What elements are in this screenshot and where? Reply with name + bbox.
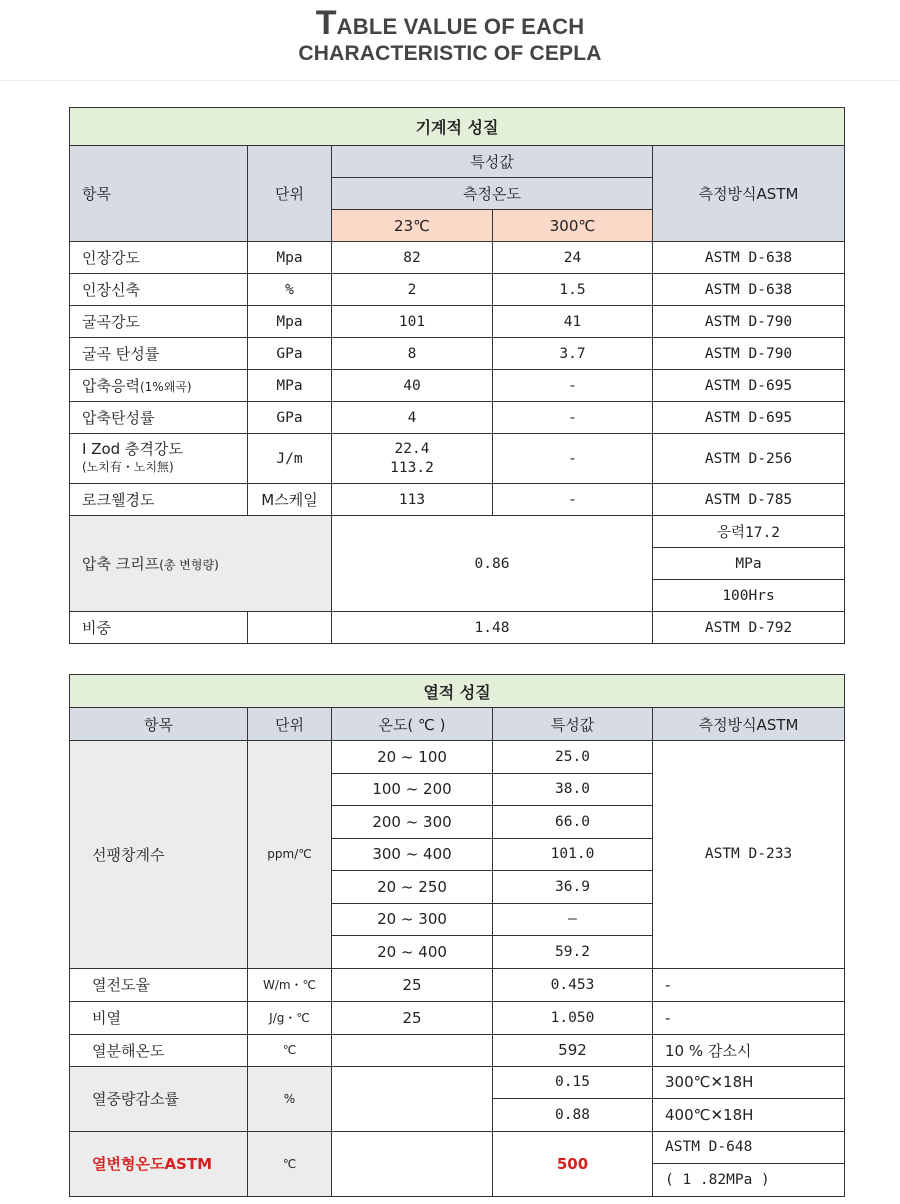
table-row	[70, 1034, 845, 1066]
page-title-line2: CHARACTERISTIC OF CEPLA	[298, 42, 602, 65]
row-value-23: 113	[332, 484, 493, 516]
row-item: I Zod 충격강도 (노치有・노치無)	[70, 434, 248, 484]
table-row	[70, 434, 845, 484]
row-unit: Mpa	[248, 242, 332, 274]
row-value-23: 82	[332, 242, 493, 274]
row-item: 굴곡강도	[70, 306, 248, 338]
row-value-300: -	[493, 434, 653, 484]
row-unit: %	[248, 274, 332, 306]
row-value-23: 40	[332, 370, 493, 402]
table-row	[70, 306, 845, 338]
row-unit: GPa	[248, 338, 332, 370]
header-unit: 단위	[248, 146, 332, 242]
row-method: 10 % 감소시	[653, 1034, 845, 1066]
table-row	[70, 274, 845, 306]
row-temp	[332, 1034, 493, 1066]
header-value: 특성값	[493, 708, 653, 741]
row-method: -	[653, 1001, 845, 1034]
row-temp: 20 ~ 400	[332, 936, 493, 969]
row-item: 인장신축	[70, 274, 248, 306]
expansion-item: 선팽창계수	[70, 741, 248, 969]
row-value: 1.050	[493, 1001, 653, 1034]
table-row	[70, 338, 845, 370]
row-value: 66.0	[493, 806, 653, 839]
header-temp-23: 23℃	[332, 210, 493, 242]
thermal-properties-table	[69, 674, 845, 1197]
table-row-weight-loss	[70, 1066, 845, 1099]
row-value-300: 24	[493, 242, 653, 274]
row-method: -	[653, 968, 845, 1001]
row-method: ASTM D-790	[653, 306, 845, 338]
row-value: –	[493, 903, 653, 936]
row-temp: 20 ~ 100	[332, 741, 493, 774]
table-row	[70, 370, 845, 402]
row-value-300: 1.5	[493, 274, 653, 306]
deflection-method-pressure: ( 1 .82MPa )	[653, 1164, 845, 1197]
row-value: 0.453	[493, 968, 653, 1001]
header-temp-300: 300℃	[493, 210, 653, 242]
row-method: ASTM D-792	[653, 612, 845, 644]
row-item: 압축응력(1%왜곡)	[70, 370, 248, 402]
row-value: 592	[493, 1034, 653, 1066]
header-item: 항목	[70, 708, 248, 741]
row-item: 비열	[70, 1001, 248, 1034]
row-value-300: -	[493, 370, 653, 402]
creep-method-unit: MPa	[653, 548, 845, 580]
table-row	[70, 484, 845, 516]
row-value-23: 101	[332, 306, 493, 338]
header-temperature: 측정온도	[332, 178, 653, 210]
row-unit: W/m・℃	[248, 968, 332, 1001]
page-title-line1: TABLE VALUE OF EACH	[315, 4, 585, 42]
row-unit: MPa	[248, 370, 332, 402]
row-temp: 20 ~ 300	[332, 903, 493, 936]
row-value: 25.0	[493, 741, 653, 774]
thermal-table-title: 열적 성질	[70, 675, 845, 708]
row-temp: 300 ~ 400	[332, 838, 493, 871]
expansion-unit: ppm/℃	[248, 741, 332, 969]
row-value: 59.2	[493, 936, 653, 969]
table-row	[70, 741, 845, 774]
creep-item: 압축 크리프(총 변형량)	[70, 516, 332, 612]
deflection-value: 500	[493, 1131, 653, 1196]
row-item: 열전도율	[70, 968, 248, 1001]
mechanical-properties-table	[69, 107, 845, 644]
row-value-23: 4	[332, 402, 493, 434]
header-method: 측정방식ASTM	[653, 146, 845, 242]
row-value-300: 3.7	[493, 338, 653, 370]
row-item: 열분해온도	[70, 1034, 248, 1066]
row-unit: GPa	[248, 402, 332, 434]
header-temperature: 온도( ℃ )	[332, 708, 493, 741]
row-value-23: 22.4 113.2	[332, 434, 493, 484]
deflection-temp	[332, 1131, 493, 1196]
row-method: ASTM D-695	[653, 402, 845, 434]
row-unit	[248, 612, 332, 644]
row-temp: 25	[332, 1001, 493, 1034]
header-item: 항목	[70, 146, 248, 242]
row-item: 로크웰경도	[70, 484, 248, 516]
row-value: 1.48	[332, 612, 653, 644]
row-unit: J/m	[248, 434, 332, 484]
weight-loss-item: 열중량감소률	[70, 1066, 248, 1131]
expansion-method: ASTM D-233	[653, 741, 845, 969]
row-value-23: 8	[332, 338, 493, 370]
row-unit: M스케일	[248, 484, 332, 516]
row-value-300: 41	[493, 306, 653, 338]
row-method: ASTM D-638	[653, 242, 845, 274]
row-temp: 200 ~ 300	[332, 806, 493, 839]
page-header	[0, 0, 900, 81]
creep-method-duration: 100Hrs	[653, 580, 845, 612]
row-value: 36.9	[493, 871, 653, 904]
table-row	[70, 968, 845, 1001]
row-temp: 100 ~ 200	[332, 773, 493, 806]
deflection-method: ASTM D-648	[653, 1131, 845, 1164]
row-item: 비중	[70, 612, 248, 644]
row-temp: 20 ~ 250	[332, 871, 493, 904]
row-value: 38.0	[493, 773, 653, 806]
table-row-deflection	[70, 1131, 845, 1164]
row-method: ASTM D-785	[653, 484, 845, 516]
row-unit: J/g・℃	[248, 1001, 332, 1034]
table-row	[70, 242, 845, 274]
table-row	[70, 1001, 845, 1034]
row-method: ASTM D-790	[653, 338, 845, 370]
row-value-300: -	[493, 484, 653, 516]
header-method: 측정방식ASTM	[653, 708, 845, 741]
row-method: 400℃✕18H	[653, 1099, 845, 1132]
weight-loss-unit: %	[248, 1066, 332, 1131]
mechanical-table-title: 기계적 성질	[70, 108, 845, 146]
row-value-23: 2	[332, 274, 493, 306]
row-value: 101.0	[493, 838, 653, 871]
table-row	[70, 402, 845, 434]
row-method: 300℃✕18H	[653, 1066, 845, 1099]
row-value-300: -	[493, 402, 653, 434]
row-method: ASTM D-695	[653, 370, 845, 402]
table-row-creep	[70, 516, 845, 548]
header-value: 특성값	[332, 146, 653, 178]
weight-loss-temp	[332, 1066, 493, 1131]
header-unit: 단위	[248, 708, 332, 741]
deflection-unit: ℃	[248, 1131, 332, 1196]
row-unit: ℃	[248, 1034, 332, 1066]
row-value: 0.15	[493, 1066, 653, 1099]
row-item: 인장강도	[70, 242, 248, 274]
row-value: 0.88	[493, 1099, 653, 1132]
row-item: 압축탄성률	[70, 402, 248, 434]
creep-method-stress: 응력17.2	[653, 516, 845, 548]
deflection-item: 열변형온도ASTM	[70, 1131, 248, 1196]
row-item: 굴곡 탄성률	[70, 338, 248, 370]
row-unit: Mpa	[248, 306, 332, 338]
creep-value: 0.86	[332, 516, 653, 612]
row-method: ASTM D-638	[653, 274, 845, 306]
table-row-gravity	[70, 612, 845, 644]
row-temp: 25	[332, 968, 493, 1001]
row-method: ASTM D-256	[653, 434, 845, 484]
